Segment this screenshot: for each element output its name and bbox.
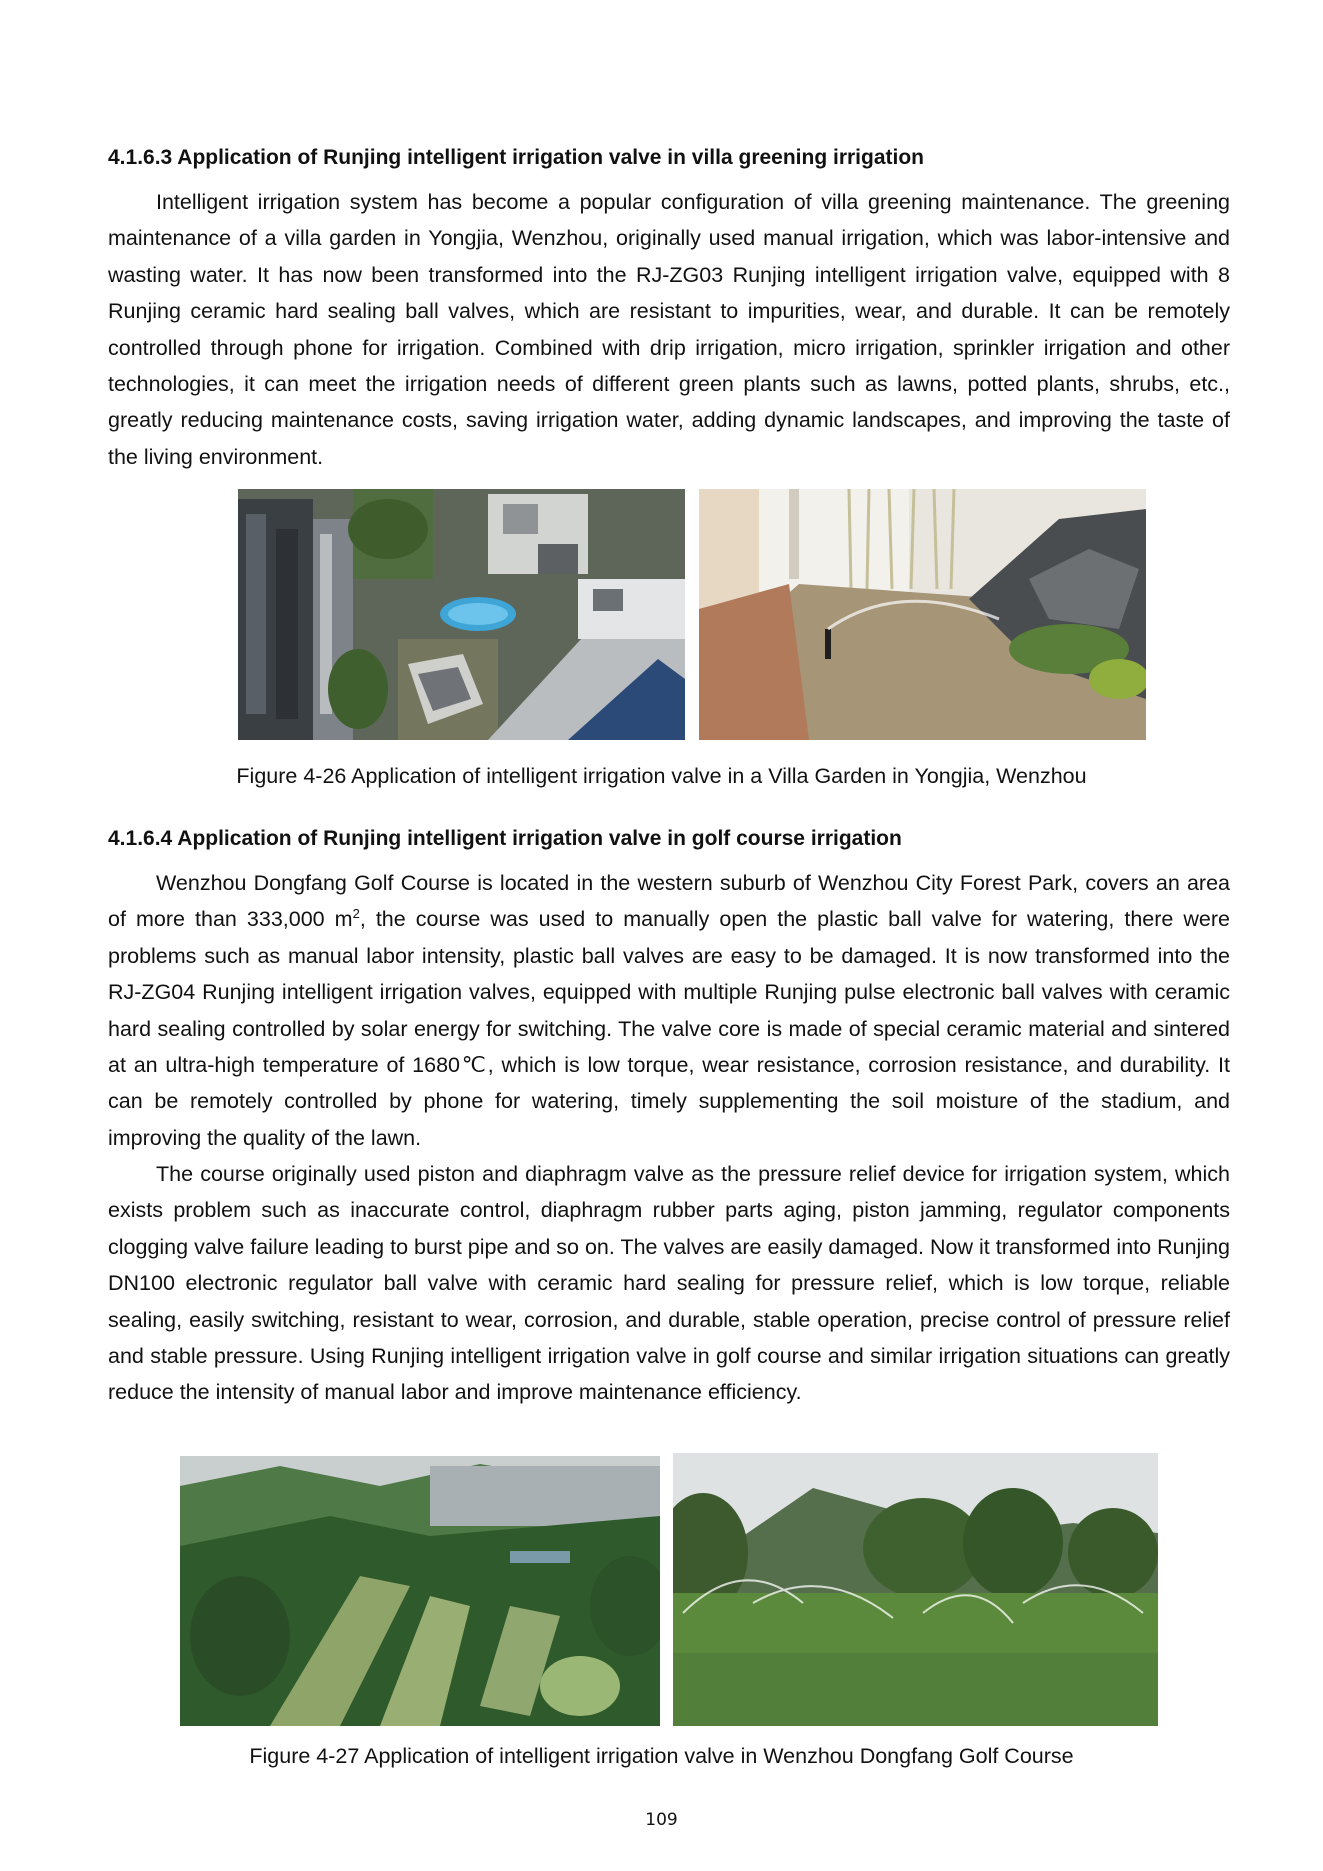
- golf-sprinklers-photo: [673, 1453, 1158, 1726]
- superscript-2: 2: [352, 906, 360, 922]
- section-heading-golf: 4.1.6.4 Application of Runjing intelligent irrigation valve in golf course irrigation: [108, 827, 902, 850]
- paragraph-golf-1-part-a: Wenzhou Dongfang Golf Course is located in the western suburb of Wenzhou City Forest Park, covers an area of more than 333,000 m: [108, 871, 1230, 932]
- page-number: 109: [645, 1810, 678, 1830]
- paragraph-golf-2: The course originally used piston and diaphragm valve as the pressure relief device for irrigation system, which exists problem such as inaccurate control, diaphragm rubber parts aging, piston jamming, regulator components clogging valve failure leading to burst pipe and so on. The valves are easily damaged. Now it transformed into Runjing DN100 electronic regulator ball valve with ceramic hard sealing for pressure relief, which is low torque, reliable sealing, easily switching, resistant to wear, corrosion, and durable, stable operation, precise control of pressure relief and stable pressure. Using Runjing intelligent irrigation valve in golf course and similar irrigation situations can greatly reduce the intensity of manual labor and improve maintenance efficiency.: [108, 1162, 1230, 1405]
- figure-caption-4-26: Figure 4-26 Application of intelligent irrigation valve in a Villa Garden in Yongjia, Wenzhou: [236, 764, 1087, 788]
- garden-sprinkler-photo: [699, 489, 1146, 740]
- paragraph-golf-1-part-b: , the course was used to manually open the plastic ball valve for watering, there were problems such as manual labor intensity, plastic ball valves are easy to be damaged. It is now transformed into the RJ-ZG04 Runjing intelligent irrigation valves, equipped with multiple Runjing pulse electronic ball valves with ceramic hard sealing controlled by solar energy for switching. The valve core is made of special ceramic material and sintered at an ultra-high temperature of 1680℃, which is low torque, wear resistance, corrosion resistance, and durability. It can be remotely controlled by phone for watering, timely supplementing the soil moisture of the stadium, and improving the quality of the lawn.: [108, 907, 1230, 1150]
- paragraph-golf-1: [108, 865, 1230, 1156]
- section-heading-villa: 4.1.6.3 Application of Runjing intelligent irrigation valve in villa greening irrigation: [108, 146, 925, 169]
- paragraph-villa: Intelligent irrigation system has become a popular configuration of villa greening maintenance. The greening maintenance of a villa garden in Yongjia, Wenzhou, originally used manual irrigation, which was labor-intensive and wasting water. It has now been transformed into the RJ-ZG03 Runjing intelligent irrigation valve, equipped with 8 Runjing ceramic hard sealing ball valves, which are resistant to impurities, wear, and durable. It can be remotely controlled through phone for irrigation. Combined with drip irrigation, micro irrigation, sprinkler irrigation and other technologies, it can meet the irrigation needs of different green plants such as lawns, potted plants, shrubs, etc., greatly reducing maintenance costs, saving irrigation water, adding dynamic landscapes, and improving the taste of the living environment.: [108, 190, 1230, 469]
- aerial-golf-course-photo: [180, 1456, 660, 1726]
- aerial-villa-photo: [238, 489, 685, 740]
- figure-caption-4-27: Figure 4-27 Application of intelligent irrigation valve in Wenzhou Dongfang Golf Course: [249, 1744, 1074, 1768]
